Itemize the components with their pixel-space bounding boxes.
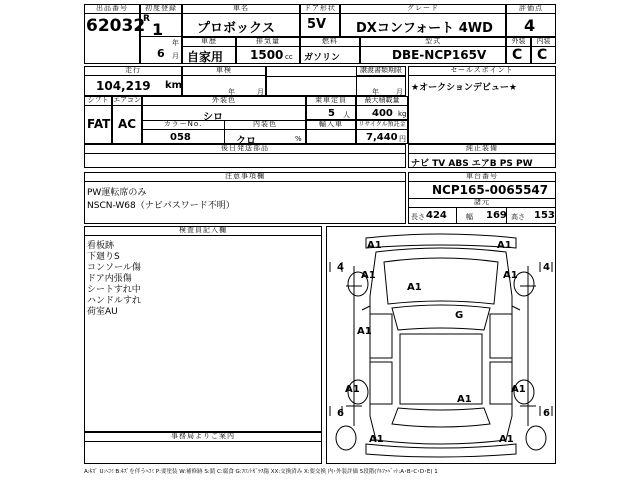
inspector-note: コンソール傷 xyxy=(87,263,141,273)
score: 4 xyxy=(524,16,536,35)
damage-mark: A1 xyxy=(503,270,518,281)
damage-mark: A1 xyxy=(497,240,512,251)
damage-mark: A1 xyxy=(345,384,360,395)
damage-mark: 6 xyxy=(543,408,550,419)
recycle-year-unit: 年 xyxy=(372,88,379,96)
capacity: 5 xyxy=(328,108,335,119)
legend: A:ｷｽﾞ U:ﾍｺﾐ B:ｷｽﾞを伴うﾍｺﾐ P:要塗装 W:補修跡 S:錆 C:腐食 G:ﾌﾛﾝﾄｶﾞﾗｽ傷 XX:交換済み X:要交換 内･外装評価 5段階(ｱﾙﾌｧﾍﾞｯﾄ:A･B･C･D･E) 1 xyxy=(84,469,438,475)
model-label: 型式 xyxy=(360,37,506,47)
score-label: 評価点 xyxy=(506,4,556,14)
lot-label: 出品番号 xyxy=(84,4,140,14)
reg-label: 初度登録 xyxy=(140,4,182,14)
damage-mark: A1 xyxy=(499,434,514,445)
damage-mark: G xyxy=(455,310,464,321)
disp-label: 排気量 xyxy=(236,37,300,47)
damage-mark: A1 xyxy=(511,384,526,395)
ext-grade: C xyxy=(512,47,523,63)
car-name-label: 車名 xyxy=(182,4,300,14)
displacement: 1500 xyxy=(250,48,284,62)
sales-label: セールスポイント xyxy=(408,66,556,76)
wid-label: 幅 xyxy=(466,213,473,221)
mileage: 104,219 xyxy=(96,79,151,93)
color-label: 外装色 xyxy=(142,96,306,106)
damage-mark: A1 xyxy=(407,282,422,293)
inspector-note: 下廻りS xyxy=(87,252,120,262)
usage-label: 車歴 xyxy=(182,37,236,47)
usage: 自家用 xyxy=(187,50,224,64)
height: 153 xyxy=(534,210,555,221)
shift: FAT xyxy=(87,117,111,131)
sales-box xyxy=(408,66,556,144)
inspect-label: 車検 xyxy=(182,66,266,76)
damage-mark: 4 xyxy=(543,262,550,273)
reg-year-unit: 年 xyxy=(172,39,179,47)
size-label: 諸元 xyxy=(408,198,556,208)
inspector-note: シートすれ中 xyxy=(87,285,141,295)
inspect-year-unit: 年 xyxy=(228,88,235,96)
color-number: 058 xyxy=(170,132,191,143)
reg-month-unit: 月 xyxy=(172,52,179,60)
equip-label: 純正装備 xyxy=(408,144,556,154)
ext-color: シロ xyxy=(203,112,223,123)
pct-unit: % xyxy=(295,135,302,143)
equipment: ナビ TV ABS エアB PS PW xyxy=(411,159,533,169)
ext-label: 外装 xyxy=(506,37,531,47)
inspector-note: 荷室AU xyxy=(87,307,118,317)
shift-label: シフト xyxy=(84,96,112,106)
hei-label: 高さ xyxy=(511,213,525,221)
load-label: 最大積載量 xyxy=(356,96,408,106)
load: 400 xyxy=(372,108,393,119)
reg-month: 6 xyxy=(157,47,165,60)
load-unit: kg xyxy=(398,110,407,118)
note-line: PW運転席のみ xyxy=(87,188,147,198)
notes-label: 注意事項欄 xyxy=(84,172,406,182)
int-grade: C xyxy=(537,47,548,63)
damage-mark: A1 xyxy=(367,240,382,251)
inspect-month-unit: 月 xyxy=(257,88,264,96)
inspector-note: ドア内張傷 xyxy=(87,274,132,284)
lot-number: 62032 xyxy=(86,16,146,36)
damage-mark: A1 xyxy=(357,326,372,337)
vin-label: 車台番号 xyxy=(408,172,556,182)
damage-mark: 4 xyxy=(337,262,344,273)
sales-point: ★オークションデビュー★ xyxy=(411,83,517,93)
capacity-label: 乗車定員 xyxy=(306,96,356,106)
len-label: 長さ xyxy=(411,213,425,221)
car-diagram xyxy=(326,226,556,464)
width: 169 xyxy=(486,210,507,221)
door-type: 5V xyxy=(307,17,327,32)
damage-mark: A1 xyxy=(369,434,384,445)
mileage-label: 走行 xyxy=(84,66,182,76)
parts-label: 後日発送部品 xyxy=(84,144,406,154)
reg-era: R xyxy=(143,14,150,24)
ac-label: エアコン xyxy=(113,96,141,104)
intcolor-label: 内装色 xyxy=(224,120,306,130)
damage-mark: A1 xyxy=(457,394,472,405)
note-line: NSCN-W68（ナビパスワード不明） xyxy=(87,201,235,211)
int-label: 内装 xyxy=(531,37,556,47)
damage-mark: 6 xyxy=(337,408,344,419)
reg-year: 1 xyxy=(152,20,164,39)
fuel-label: 燃料 xyxy=(300,37,360,47)
recycle-fee-unit: 円 xyxy=(399,135,406,143)
recycle-fee-label: リサイクル預託金 xyxy=(356,120,408,130)
recycle-month-unit: 月 xyxy=(396,88,403,96)
grade: DXコンフォート 4WD xyxy=(356,21,493,36)
disp-unit: cc xyxy=(285,53,293,61)
inspector-note: 看板跡 xyxy=(87,241,115,251)
car-name: プロボックス xyxy=(197,21,275,36)
model: DBE-NCP165V xyxy=(392,48,487,62)
inspector-label: 検査員記入欄 xyxy=(84,226,322,236)
recycle-fee: 7,440 xyxy=(366,132,398,143)
grade-label: グレード xyxy=(340,4,506,14)
ac: AC xyxy=(118,117,137,131)
inspector-note: ハンドルすれ xyxy=(87,296,142,306)
office-label: 事務局よりご案内 xyxy=(84,432,322,442)
door-label: ドア形状 xyxy=(300,4,340,14)
fuel: ガソリン xyxy=(304,53,341,63)
recycle-doc-label: 譲渡書類期限 xyxy=(356,66,406,76)
length: 424 xyxy=(426,210,447,221)
int-color: クロ xyxy=(236,136,256,147)
import-label: 輸入車 xyxy=(306,120,356,130)
mileage-unit: km xyxy=(165,80,183,91)
colorno-label: カラーNo. xyxy=(142,120,224,130)
capacity-unit: 人 xyxy=(343,111,350,119)
damage-mark: A1 xyxy=(361,270,376,281)
vin: NCP165-0065547 xyxy=(432,183,549,197)
